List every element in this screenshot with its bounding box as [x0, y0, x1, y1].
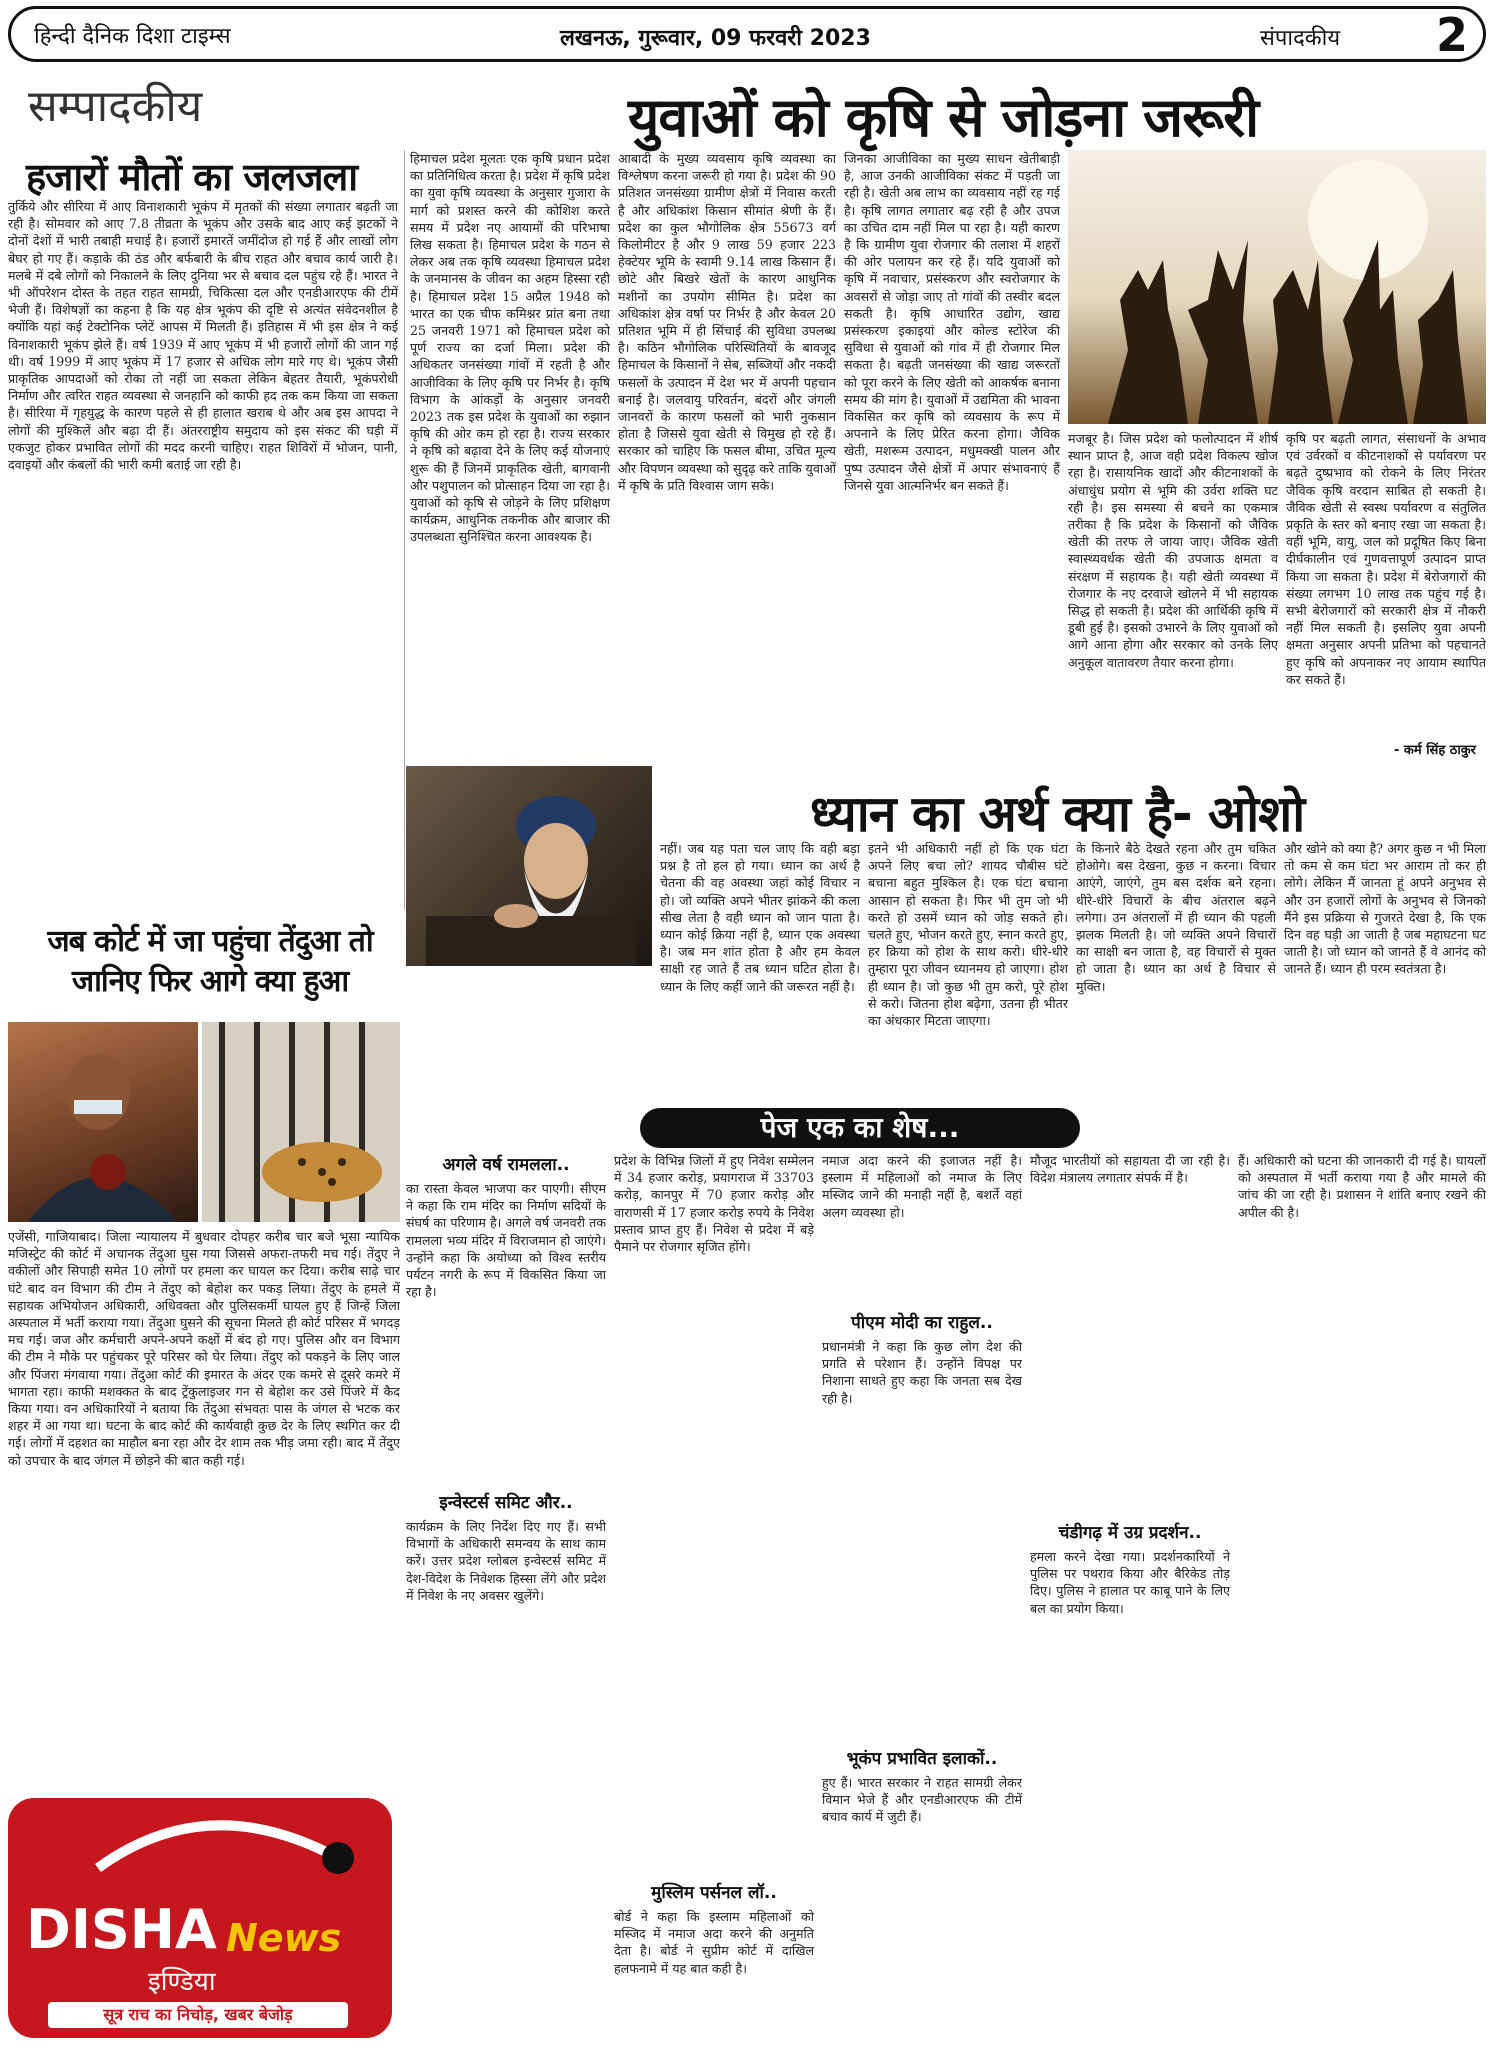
cont-body-pm-modi: प्रधानमंत्री ने कहा कि कुछ लोग देश की प्रगति से परेशान हैं। उन्होंने विपक्ष पर निशाना साधते हुए कहा कि जनता सब देख रही है।	[822, 1339, 1022, 1406]
cont-head-investors: इन्वेस्टर्स समिट और..	[439, 1493, 573, 1513]
court-story-body: एजेंसी, गाजियाबाद। जिला न्यायालय में बुधवार दोपहर करीब चार बजे भूसा न्यायिक मजिस्ट्रेट की कोर्ट में अचानक तेंदुआ घुस गया जिससे अफरा-तफरी मच गई। तेंदुए ने वकीलों और सिपाही समेत 10 लोगों पर हमला कर घायल कर दिया। करीब साढ़े चार घंटे बाद वन विभाग की टीम ने तेंदुए को बेहोश कर पकड़ लिया। तेंदुए के हमले में सहायक अभियोजन अधिकारी, अधिवक्ता और पुलिसकर्मी घायल हुए हैं जिन्हें जिला अस्पताल में भर्ती कराया गया। तेंदुआ घुसने की सूचना मिलते ही कोर्ट परिसर में भगदड़ मच गई। जज और कर्मचारी अपने-अपने कक्षों में बंद हो गए। पुलिस और वन विभाग की टीम ने मौके पर पहुंचकर पूरे परिसर को घेर लिया। तेंदुए को पकड़ने के लिए जाल और पिंजरा मंगवाया गया। तेंदुआ कोर्ट की इमारत के अंदर एक कमरे से दूसरे कमरे में भागता रहा। काफी मशक्कत के बाद ट्रेंकुलाइजर गन से बेहोश कर उसे पिंजरे में कैद किया गया। वन अधिकारियों ने बताया कि तेंदुआ संभवतः पास के जंगल से भटक कर शहर में आ गया था। घटना के बाद कोर्ट की कार्यवाही कुछ देर के लिए स्थगित कर दी गई। लोगों में दहशत का माहौल बना रहा और देर शाम तक भीड़ जमा रही। बाद में तेंदुए को उपचार के बाद जंगल में छोड़ने की बात कही गई।	[8, 1229, 400, 1468]
cont-body-earthquake: हुए हैं। भारत सरकार ने राहत सामग्री लेकर विमान भेजे हैं और एनडीआरएफ की टीमें बचाव कार्य में जुटी हैं।	[822, 1775, 1022, 1825]
leopard-cage-photo	[202, 1022, 400, 1222]
osho-col3: के किनारे बैठे देखते रहना और तुम चकित होओगे। बस देखना, कुछ न करना। विचार आएंगे, जाएंगे, तुम बस दर्शक बने रहना। धीरे-धीरे विचारों के बीच अंतराल बढ़ने लगेगा। उन अंतरालों में ही ध्यान की पहली झलक मिलती है। जो व्यक्ति अपने विचारों का साक्षी बन जाता है, वह विचारों से मुक्त हो जाता है। ध्यान का अर्थ है विचार से मुक्ति।	[1076, 841, 1276, 994]
cont-body-officials: हैं। अधिकारी को घटना की जानकारी दी गई है। घायलों को अस्पताल में भर्ती कराया गया है और मामले की जांच की जा रही है। प्रशासन ने शांति बनाए रखने की अपील की है।	[1238, 1153, 1486, 1220]
logo-tagline: सूत्र राच का निचोड़, खबर बेजोड़	[48, 2002, 348, 2028]
cont-body-investment: प्रदेश के विभिन्न जिलों में हुए निवेश सम्मेलन में 34 हजार करोड़, प्रयागराज में 33703 करोड़, कानपुर में 70 हजार करोड़ और वाराणसी में 17 हजार करोड़ रुपये के निवेश प्रस्ताव प्राप्त हुए हैं। निवेश से प्रदेश में बड़े पैमाने पर रोजगार सृजित होंगे।	[614, 1153, 814, 1255]
cont-body-personal-law: बोर्ड ने कहा कि इस्लाम महिलाओं को मस्जिद में नमाज अदा करने की अनुमति देता है। बोर्ड ने सुप्रीम कोर्ट में दाखिल हलफनामे में यह बात कही है।	[614, 1909, 814, 1976]
main-story-byline: - कर्म सिंह ठाकुर	[1393, 743, 1476, 758]
logo-sub-text: इण्डिया	[148, 1967, 216, 1997]
cont-head-pm-modi: पीएम मोदी का राहुल..	[851, 1313, 993, 1333]
dateline: लखनऊ, गुरूवार, 09 फरवरी 2023	[560, 26, 871, 51]
cont-head-ramlala: अगले वर्ष रामलला..	[442, 1155, 570, 1175]
main-story-col4: मजबूर है। जिस प्रदेश को फलोत्पादन में शीर्ष स्थान प्राप्त है, आज वही प्रदेश विकल्प खोज रहा है। रासायनिक खादों और कीटनाशकों के अंधाधुंध प्रयोग से भूमि की उर्वरा शक्ति घट रही है। इस समस्या से बचने का एकमात्र तरीका है कि प्रदेश के किसानों को जैविक खेती की तरफ ले जाया जाए। जैविक खेती स्वास्थ्यवर्धक खेती की उपजाऊ क्षमता व संरक्षण में सहायक है। यही खेती व्यवस्था में रोजगार के नए दरवाजे खोलने में भी सहायक सिद्ध हो सकती है। प्रदेश की आर्थिकी कृषि में डूबी हुई है। इसको उभारने के लिए युवाओं को आगे आना होगा और सरकार को उनके लिए अनुकूल वातावरण तैयार करना होगा।	[1068, 431, 1278, 670]
farmers-celebration-photo	[1068, 150, 1486, 424]
osho-headline: ध्यान का अर्थ क्या है- ओशो	[810, 785, 1305, 843]
cont-body-namaz: नमाज अदा करने की इजाजत नहीं है। इस्लाम में महिलाओं को नमाज के लिए मस्जिद जाने की मनाही नहीं है, बशर्ते वहां अलग व्यवस्था हो।	[822, 1153, 1022, 1220]
cont-body-indians: मौजूद भारतीयों को सहायता दी जा रही है। विदेश मंत्रालय लगातार संपर्क में है।	[1030, 1153, 1230, 1186]
page-continuation-band: पेज एक का शेष...	[640, 1108, 1080, 1148]
left-story-body: तुर्किये और सीरिया में आए विनाशकारी भूकंप में मृतकों की संख्या लगातार बढ़ती जा रही है। सोमवार को आए 7.8 तीव्रता के भूकंप और उसके बाद आए कई झटकों ने दोनों देशों में भारी तबाही मचाई है। हजारों इमारतें जमींदोज हो गई हैं और लाखों लोग बेघर हो गए हैं। कड़ाके की ठंड और बर्फबारी के बीच राहत और बचाव कार्य जारी है। मलबे में दबे लोगों को निकालने के लिए दुनिया भर से बचाव दल पहुंच रहे हैं। भारत ने भी ऑपरेशन दोस्त के तहत राहत सामग्री, चिकित्सा दल और एनडीआरएफ की टीमें भेजी हैं। विशेषज्ञों का कहना है कि यह क्षेत्र भूकंप की दृष्टि से अत्यंत संवेदनशील है क्योंकि यहां कई टेक्टोनिक प्लेटें आपस में मिलती हैं। इतिहास में भी इस क्षेत्र ने कई विनाशकारी भूकंप झेले हैं। वर्ष 1939 में आए भूकंप में भी हजारों लोगों की जान गई थी। वर्ष 1999 में आए भूकंप में 17 हजार से अधिक लोग मारे गए थे। भूकंप जैसी प्राकृतिक आपदाओं को रोका तो नहीं जा सकता लेकिन बेहतर तैयारी, भूकंपरोधी निर्माण और त्वरित राहत व्यवस्था से जनहानि को काफी हद तक कम किया जा सकता है। सीरिया में गृहयुद्ध के कारण पहले से ही हालात खराब थे और अब इस आपदा ने लोगों की मुश्किलें और बढ़ा दी हैं। अंतरराष्ट्रीय समुदाय को इस संकट की घड़ी में एकजुट होकर प्रभावित लोगों की मदद करनी चाहिए। राहत शिविरों में भोजन, पानी, दवाइयों और कंबलों की भारी कमी बताई जा रही है।	[8, 199, 398, 473]
osho-col4: और खोने को क्या है? अगर कुछ न भी मिला तो कम से कम घंटा भर आराम तो कर ही लोगे। लेकिन मैं जानता हूं अपने अनुभव से और उन हजारों लोगों के अनुभव से जिनको मैंने इस प्रक्रिया से गुजरते देखा है, कि एक दिन वह घड़ी आ जाती है जब महाघटना घट जाती है। जो ध्यान को जानते हैं वे आनंद को जानते हैं। ध्यान ही परम स्वतंत्रता है।	[1284, 841, 1486, 977]
osho-col1: नहीं। जब यह पता चल जाए कि वही बड़ा प्रश्न है तो हल हो गया। ध्यान का अर्थ है चेतना की वह अवस्था जहां कोई विचार न हो। जो व्यक्ति अपने भीतर झांकने की कला सीख लेता है वही ध्यान को जान पाता है। ध्यान कोई क्रिया नहीं है, ध्यान एक अवस्था है। जब मन शांत होता है और हम केवल साक्षी रह जाते हैं तब ध्यान घटित होता है। ध्यान के लिए कहीं जाने की जरूरत नहीं है।	[660, 841, 860, 994]
osho-photo	[406, 766, 652, 966]
logo-accent-text: News	[226, 1916, 342, 1960]
section-label: सम्पादकीय	[28, 81, 203, 132]
main-story-col2: आबादी के मुख्य व्यवसाय कृषि व्यवस्था का विश्लेषण करना जरूरी हो गया है। प्रदेश की 90 प्रतिशत जनसंख्या ग्रामीण क्षेत्रों में निवास करती है और अधिकांश किसान सीमांत श्रेणी के हैं। प्रदेश का कुल भौगोलिक क्षेत्र 55673 वर्ग किलोमीटर है और 9 लाख 59 हजार 223 हेक्टेयर भूमि के स्वामी 9.14 लाख किसान हैं। छोटे और बिखरे खेतों के कारण आधुनिक मशीनों का उपयोग सीमित है। प्रदेश का अधिकांश क्षेत्र वर्षा पर निर्भर है और केवल 20 प्रतिशत भूमि में ही सिंचाई की सुविधा उपलब्ध है। कठिन भौगोलिक परिस्थितियों के बावजूद हिमाचल के किसानों ने सेब, सब्जियों और नकदी फसलों के उत्पादन में देश भर में अपनी पहचान बनाई है। जलवायु परिवर्तन, बंदरों और जंगली जानवरों के कारण फसलों को भारी नुकसान होता है जिससे युवा खेती से विमुख हो रहे हैं। सरकार को चाहिए कि फसल बीमा, उचित मूल्य और विपणन व्यवस्था को सुदृढ़ करे ताकि युवाओं में कृषि के प्रति विश्वास जाग सके।	[618, 151, 836, 493]
cont-body-chandigarh: हमला करने देखा गया। प्रदर्शनकारियों ने पुलिस पर पथराव किया और बैरिकेड तोड़ दिए। पुलिस ने हालात पर काबू पाने के लिए बल का प्रयोग किया।	[1030, 1549, 1230, 1616]
paper-name: हिन्दी दैनिक दिशा टाइम्स	[34, 24, 231, 49]
cont-head-earthquake: भूकंप प्रभावित इलाकों..	[846, 1749, 998, 1769]
main-story-col1: हिमाचल प्रदेश मूलतः एक कृषि प्रधान प्रदेश का प्रतिनिधित्व करता है। प्रदेश में कृषि प्रदेश का युवा कृषि व्यवस्था के अनुसार गुजारा के मार्ग को प्रशस्त करने की कोशिश करते समय में प्रदेश नए आयामों की परिभाषा लिख सकता है। हिमाचल प्रदेश के गठन से लेकर अब तक कृषि व्यवस्था हिमाचल प्रदेश के जनमानस के जीवन का अहम हिस्सा रही है। हिमाचल प्रदेश 15 अप्रैल 1948 को भारत का एक चीफ कमिश्नर प्रांत बना तथा 25 जनवरी 1971 को हिमाचल प्रदेश को पूर्ण राज्य का दर्जा मिला। प्रदेश की अधिकतर जनसंख्या गांवों में रहती है और आजीविका के लिए कृषि पर निर्भर है। कृषि विभाग के आंकड़ों के अनुसार जनवरी 2023 तक इस प्रदेश के युवाओं का रुझान कृषि की ओर कम हो रहा है। राज्य सरकार ने कृषि को बढ़ावा देने के लिए कई योजनाएं शुरू की हैं जिनमें प्राकृतिक खेती, बागवानी और पशुपालन को प्रोत्साहन दिया जा रहा है। युवाओं को कृषि से जोड़ने के लिए प्रशिक्षण कार्यक्रम, आधुनिक तकनीक और बाजार की उपलब्धता सुनिश्चित करना आवश्यक है।	[410, 151, 610, 545]
main-story-col3: जिनका आजीविका का मुख्य साधन खेतीबाड़ी है, आज उनकी आजीविका संकट में पड़ती जा रही है। खेती अब लाभ का व्यवसाय नहीं रह गई है। कृषि लागत लगातार बढ़ रही है और उपज का उचित दाम नहीं मिल पा रहा है। यही कारण है कि ग्रामीण युवा रोजगार की तलाश में शहरों की ओर पलायन कर रहे हैं। यदि युवाओं को कृषि में नवाचार, प्रसंस्करण और स्वरोजगार के अवसरों से जोड़ा जाए तो गांवों की तस्वीर बदल सकती है। कृषि आधारित उद्योग, खाद्य प्रसंस्करण इकाइयां और कोल्ड स्टोरेज की सुविधा से युवाओं को गांव में ही रोजगार मिल सकता है। बढ़ती जनसंख्या की खाद्य जरूरतों को पूरा करने के लिए खेती को आकर्षक बनाना समय की मांग है। युवाओं में उद्यमिता की भावना विकसित कर कृषि को व्यवसाय के रूप में अपनाने के लिए प्रेरित करना होगा। जैविक खेती, मशरूम उत्पादन, मधुमक्खी पालन और पुष्प उत्पादन जैसे क्षेत्रों में अपार संभावनाएं हैं जिनसे युवा आत्मनिर्भर बन सकते हैं।	[844, 151, 1060, 493]
disha-news-logo	[8, 1798, 392, 2038]
section-name: संपादकीय	[1260, 26, 1341, 51]
cont-body-ramlala: का रास्ता केवल भाजपा कर पाएगी। सीएम ने कहा कि राम मंदिर का निर्माण सदियों के संघर्ष का परिणाम है। अगले वर्ष जनवरी तक रामलला भव्य मंदिर में विराजमान हो जाएंगे। उन्होंने कहा कि अयोध्या को विश्व स्तरीय पर्यटन नगरी के रूप में विकसित किया जा रहा है।	[406, 1181, 606, 1300]
page-number: 2	[1436, 8, 1469, 62]
cont-head-chandigarh: चंडीगढ़ में उग्र प्रदर्शन..	[1058, 1523, 1202, 1543]
main-headline: युवाओं को कृषि से जोड़ना जरूरी	[628, 86, 1259, 149]
court-story-headline: जब कोर्ट में जा पहुंचा तेंदुआ तो जानिए फिर आगे क्या हुआ	[47, 924, 373, 999]
main-story-col5: कृषि पर बढ़ती लागत, संसाधनों के अभाव एवं उर्वरकों व कीटनाशकों से पर्यावरण पर बढ़ते दुष्प्रभाव को रोकने के लिए निरंतर जैविक कृषि वरदान साबित हो सकती है। जैविक खेती से स्वस्थ पर्यावरण व संतुलित प्रकृति के स्तर को बनाए रखा जा सकता है। वहीं भूमि, वायु, जल को प्रदूषित किए बिना दीर्घकालीन एवं गुणवत्तापूर्ण उत्पादन प्राप्त किया जा सकता है। प्रदेश में बेरोजगारों की संख्या लगभग 10 लाख तक पहुंच गई है। सभी बेरोजगारों को सरकारी क्षेत्र में नौकरी नहीं मिल सकती है। इसलिए युवा अपनी क्षमता अनुसार अपनी प्रतिभा को पहचानते हुए कृषि को अपनाकर नए आयाम स्थापित कर सकते हैं।	[1286, 431, 1486, 687]
left-story-headline: हजारों मौतों का जलजला	[26, 155, 358, 199]
column-rule	[404, 150, 405, 910]
cont-head-personal-law: मुस्लिम पर्सनल लॉ..	[651, 1883, 777, 1903]
logo-main-text: DISHA	[26, 1898, 217, 1961]
osho-col2: इतने भी अधिकारी नहीं हो कि एक घंटा अपने लिए बचा लो? शायद चौबीस घंटे बचाना बहुत मुश्किल है। एक घंटा बचाना आसान हो सकता है। फिर भी तुम जो भी करते हो उसमें ध्यान को जोड़ सकते हो। चलते हुए, भोजन करते हुए, स्नान करते हुए, हर क्रिया को होश के साथ करो। धीरे-धीरे तुम्हारा पूरा जीवन ध्यानमय हो जाएगा। होश ही ध्यान है। जो कुछ भी तुम करो, पूरे होश से करो। जितना होश बढ़ेगा, उतना ही भीतर का अंधकार मिटता जाएगा।	[868, 841, 1068, 1029]
cont-body-investors: कार्यक्रम के लिए निर्देश दिए गए हैं। सभी विभागों के अधिकारी समन्वय के साथ काम करें। उत्तर प्रदेश ग्लोबल इन्वेस्टर्स समिट में देश-विदेश के निवेशक हिस्सा लेंगे और प्रदेश में निवेश के नए अवसर खुलेंगे।	[406, 1519, 606, 1603]
injured-man-photo	[8, 1022, 198, 1222]
